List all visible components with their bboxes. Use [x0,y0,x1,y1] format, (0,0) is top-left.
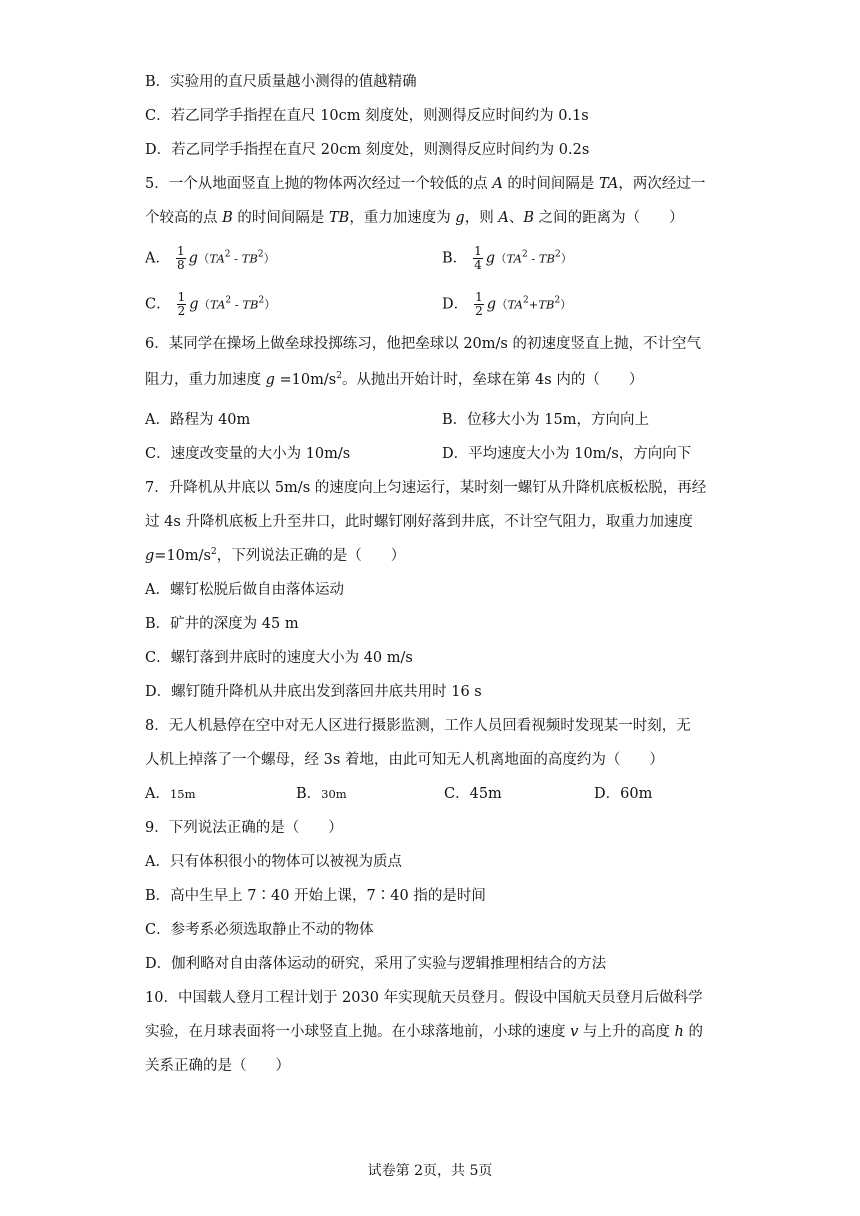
q4-option-c: C．若乙同学手指捏在直尺 10cm 刻度处，则测得反应时间约为 0.1s [145,108,589,124]
q10-stem-line3: 关系正确的是（ ） [145,1058,290,1074]
q5-option-b: B． $\frac{1}{4}$ $g(TA^2 - TB^2)$ [442,244,573,272]
q5-option-d: D． $\frac{1}{2}$ $g(TA^2+TB^2)$ [442,290,572,318]
fraction: $\frac{1}{2}$ [475,290,483,318]
q6-option-c: C．速度改变量的大小为 10m/s [145,446,351,462]
q6-option-b: B．位移大小为 15m，方向向上 [442,412,649,428]
q9-option-d: D．伽利略对自由落体运动的研究，采用了实验与逻辑推理相结合的方法 [145,956,607,972]
q5-stem-line1: 5．一个从地面竖直上抛的物体两次经过一个较低的点 A 的时间间隔是 TA，两次经过一 [145,176,706,192]
q5-option-c: C． $\frac{1}{2}$ $g(TA^2 - TB^2)$ [145,290,276,318]
q5-stem-line2: 个较高的点 B 的时间间隔是 TB，重力加速度为 g，则 A、B 之间的距离为（ ） [145,210,684,226]
q8-option-c: C．45m [444,786,502,802]
q7-option-d: D．螺钉随升降机从井底出发到落回井底共用时 16 s [145,684,482,700]
q8-stem-line1: 8．无人机悬停在空中对无人区进行摄影监测，工作人员回看视频时发现某一时刻，无 [145,718,691,734]
q6-stem-line2: 阻力，重力加速度 $g =10m/s^2$。从抛出开始计时，垒球在第 4s 内的（ ） [145,371,644,388]
q8-option-d: D．60m [594,786,653,802]
q9-option-b: B．高中生早上 7∶40 开始上课，7∶40 指的是时间 [145,888,486,904]
q9-option-a: A．只有体积很小的物体可以被视为质点 [145,854,402,870]
q7-option-c: C．螺钉落到井底时的速度大小为 40 m/s [145,650,413,666]
q5-option-a: A． $\frac{1}{8}$ $g(TA^2 - TB^2)$ [145,244,276,272]
q8-option-a: A．15m [145,786,196,802]
q4-option-b: B．实验用的直尺质量越小测得的值越精确 [145,74,417,90]
fraction: $\frac{1}{2}$ [177,290,186,318]
q6-option-d: D．平均速度大小为 10m/s，方向向下 [442,446,692,462]
q7-option-b: B．矿井的深度为 45 m [145,616,299,632]
fraction: $\frac{1}{4}$ [474,244,482,272]
q7-stem-line1: 7．升降机从井底以 5m/s 的速度向上匀速运行，某时刻一螺钉从升降机底板松脱，再经 [145,480,707,496]
q7-stem-line2: 过 4s 升降机底板上升至井口，此时螺钉刚好落到井底，不计空气阻力，取重力加速度 [145,514,693,530]
q8-stem-line2: 人机上掉落了一个螺母，经 3s 着地，由此可知无人机离地面的高度约为（ ） [145,752,664,768]
fraction: $\frac{1}{8}$ [176,244,185,272]
q6-stem-line1: 6．某同学在操场上做垒球投掷练习，他把垒球以 20m/s 的初速度竖直上抛，不计空气 [145,336,701,352]
q7-option-a: A．螺钉松脱后做自由落体运动 [145,582,344,598]
q9-stem: 9．下列说法正确的是（ ） [145,820,343,836]
q4-option-d: D．若乙同学手指捏在直尺 20cm 刻度处，则测得反应时间约为 0.2s [145,142,590,158]
q9-option-c: C．参考系必须选取静止不动的物体 [145,922,374,938]
page-footer: 试卷第 2页，共 5页 [367,1163,493,1179]
q6-option-a: A．路程为 40m [145,412,251,428]
q7-stem-line3: $g=10m/s^2$，下列说法正确的是（ ） [145,547,406,564]
q8-option-b: B．30m [296,786,347,802]
q10-stem-line1: 10．中国载人登月工程计划于 2030 年实现航天员登月。假设中国航天员登月后做科学 [145,990,703,1006]
q10-stem-line2: 实验，在月球表面将一小球竖直上抛。在小球落地前，小球的速度 v 与上升的高度 h 的 [145,1024,703,1040]
